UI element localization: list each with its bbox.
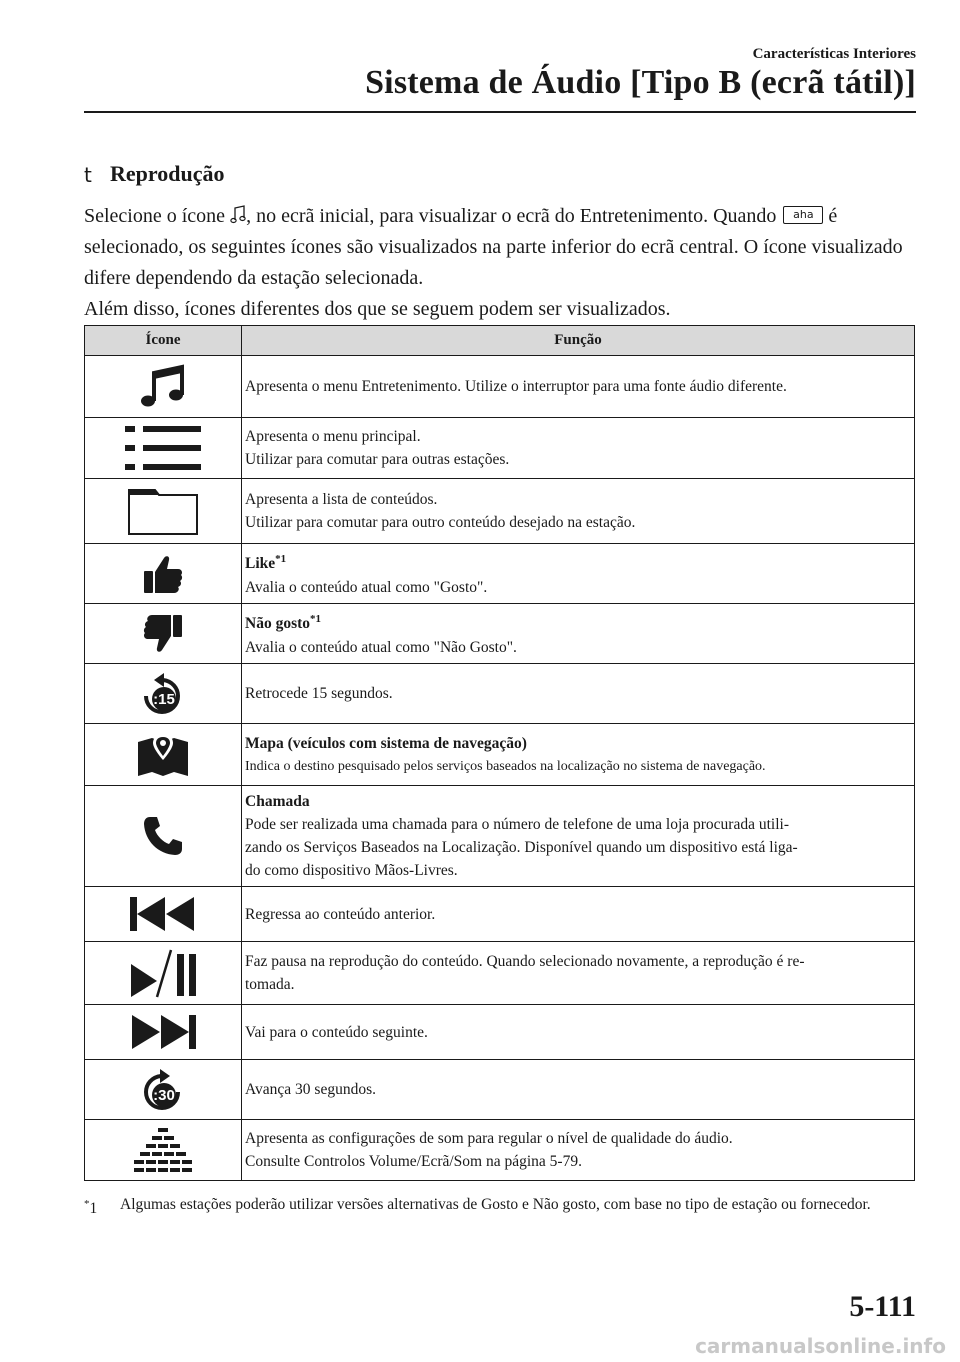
intro-text xyxy=(84,201,920,325)
table-header-row xyxy=(85,326,915,356)
intro-line-c: é selecionado, os seguintes ícones são visualizados na parte inferior do ecrã central. O ícone visualizado difere dependendo da estação selecionada. xyxy=(84,205,903,289)
phone-icon xyxy=(85,786,242,887)
table-row xyxy=(85,664,915,724)
header-rule xyxy=(84,111,916,113)
previous-track-icon xyxy=(85,887,242,942)
description-line: Apresenta as configurações de som para regular o nível de qualidade do áudio. xyxy=(245,1130,733,1147)
page-number: 5-111 xyxy=(849,1290,916,1323)
sound-settings-icon xyxy=(85,1120,242,1181)
map-icon xyxy=(85,724,242,786)
footnote-text: Algumas estações poderão utilizar versões alternativas de Gosto e Não gosto, com base no tipo de estação ou fornecedor. xyxy=(120,1196,871,1213)
description-line: Avalia o conteúdo atual como "Não Gosto". xyxy=(245,638,517,656)
next-track-icon xyxy=(85,1005,242,1060)
description-line: Apresenta o menu Entretenimento. Utilize o interruptor para uma fonte áudio diferente. xyxy=(245,378,787,395)
footnote-num: 1 xyxy=(89,1200,98,1217)
col-function-header: Função xyxy=(242,326,915,356)
skip-seconds-label: :30 xyxy=(153,1086,175,1104)
description-line: Vai para o conteúdo seguinte. xyxy=(245,1023,428,1041)
function-description xyxy=(242,604,915,664)
intro-line-a: Selecione o ícone xyxy=(84,205,226,227)
description-line: Consulte Controlos Volume/Ecrã/Som na página 5-79. xyxy=(245,1153,582,1170)
table-row xyxy=(85,1060,915,1120)
intro-line-b: , no ecrã inicial, para visualizar o ecrã do Entretenimento. Quando xyxy=(246,205,777,227)
rewind-15-icon xyxy=(85,664,242,724)
description-line: Indica o destino pesquisado pelos serviços baseados na localização no sistema de navegação. xyxy=(245,758,766,774)
description-line: tomada. xyxy=(245,976,295,993)
description-line: Pode ser realizada uma chamada para o número de telefone de uma loja procurada utili- xyxy=(245,816,789,833)
function-description xyxy=(242,1005,915,1060)
forward-30-icon xyxy=(85,1060,242,1120)
folder-icon xyxy=(85,479,242,544)
description-line: Faz pausa na reprodução do conteúdo. Quando selecionado novamente, a reprodução é re- xyxy=(245,953,805,970)
description-line: Utilizar para comutar para outras estações. xyxy=(245,451,510,468)
section-marker: t xyxy=(84,163,92,187)
watermark: carmanualsonline.info xyxy=(695,1334,946,1358)
skip-seconds-label: :15 xyxy=(153,690,175,708)
music-note-inline-icon xyxy=(230,204,246,224)
icon-function-table xyxy=(84,325,915,1181)
table-row xyxy=(85,544,915,604)
footnote-ref: *1 xyxy=(275,553,287,566)
function-description xyxy=(242,724,915,786)
header-section-label: Características Interiores xyxy=(752,46,916,62)
function-description xyxy=(242,418,915,479)
function-description xyxy=(242,786,915,887)
description-line: Utilizar para comutar para outro conteúdo desejado na estação. xyxy=(245,514,636,531)
description-line: do como dispositivo Mãos-Livres. xyxy=(245,862,458,879)
function-description xyxy=(242,1060,915,1120)
description-line: Retrocede 15 segundos. xyxy=(245,685,393,702)
thumbs-up-icon xyxy=(85,544,242,604)
footnote-star: * xyxy=(84,1198,90,1210)
aha-badge: aha xyxy=(783,206,823,224)
description-line: Avalia o conteúdo atual como "Gosto". xyxy=(245,578,488,596)
description-line: Apresenta o menu principal. xyxy=(245,428,421,445)
page-title: Sistema de Áudio [Tipo B (ecrã tátil)] xyxy=(365,64,916,101)
table-row xyxy=(85,1005,915,1060)
table-row xyxy=(85,418,915,479)
footnote-ref: *1 xyxy=(310,613,322,626)
music-note-icon xyxy=(85,356,242,418)
description-line: Avança 30 segundos. xyxy=(245,1081,377,1098)
col-icon-header: Ícone xyxy=(85,326,242,356)
play-pause-icon xyxy=(85,942,242,1005)
function-description xyxy=(242,356,915,418)
table-row xyxy=(85,604,915,664)
table-row xyxy=(85,479,915,544)
table-row xyxy=(85,1120,915,1181)
intro-line-2: Além disso, ícones diferentes dos que se seguem podem ser visualizados. xyxy=(84,298,671,320)
function-description xyxy=(242,1120,915,1181)
table-row xyxy=(85,942,915,1005)
function-description xyxy=(242,544,915,604)
list-menu-icon xyxy=(85,418,242,479)
footnote xyxy=(84,1192,904,1217)
section-title: Reprodução xyxy=(110,161,225,186)
table-row xyxy=(85,724,915,786)
function-title: Like$^{*1}$ xyxy=(245,553,287,573)
function-description xyxy=(242,942,915,1005)
function-description xyxy=(242,664,915,724)
function-title: Chamada xyxy=(245,793,310,810)
thumbs-down-icon xyxy=(85,604,242,664)
table-row xyxy=(85,356,915,418)
description-line: Regressa ao conteúdo anterior. xyxy=(245,905,436,923)
table-row xyxy=(85,887,915,942)
table-row xyxy=(85,786,915,887)
function-description xyxy=(242,887,915,942)
function-description xyxy=(242,479,915,544)
description-line: zando os Serviços Baseados na Localização. Disponível quando um dispositivo está liga- xyxy=(245,839,798,856)
function-title: Mapa (veículos com sistema de navegação) xyxy=(245,734,527,752)
function-title: Não gosto$^{*1}$ xyxy=(245,613,322,633)
description-line: Apresenta a lista de conteúdos. xyxy=(245,491,438,508)
